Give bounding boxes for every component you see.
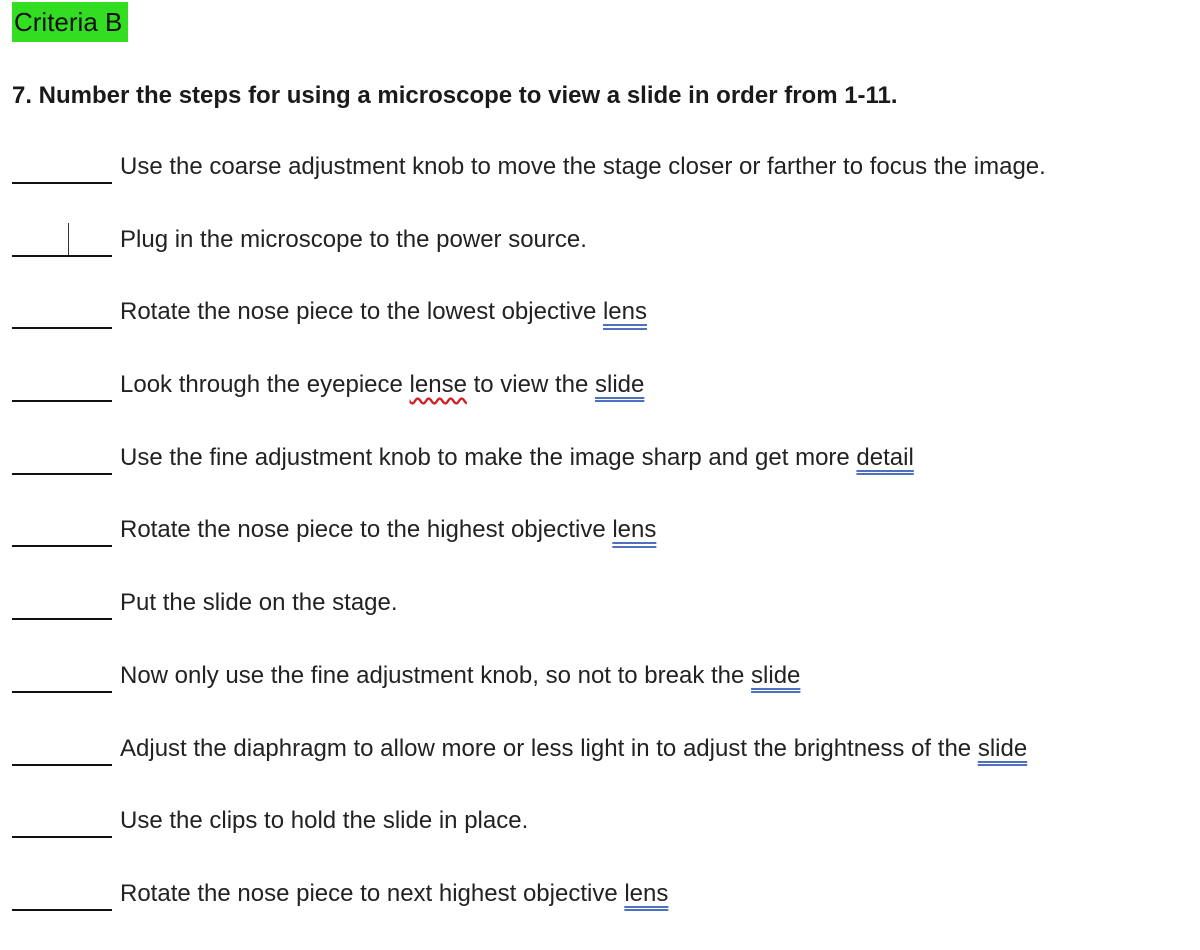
- answer-blank[interactable]: [12, 661, 112, 693]
- step-row: [12, 223, 1192, 296]
- step-row: [12, 586, 1192, 659]
- step-row: [12, 732, 1192, 805]
- step-row: [12, 877, 1192, 950]
- step-text: [120, 150, 1046, 184]
- step-row: [12, 295, 1192, 368]
- step-text-main: Put the slide on the stage.: [120, 589, 398, 617]
- grammar-marked-word: lens: [612, 516, 657, 544]
- step-text-main: Rotate the nose piece to next highest objective: [120, 879, 625, 907]
- step-row: [12, 513, 1192, 586]
- step-text: [120, 732, 1027, 766]
- step-text-main: Rotate the nose piece to the lowest objective: [120, 298, 603, 326]
- step-text-main: Look through the eyepiece: [120, 371, 410, 399]
- step-text: [120, 586, 398, 620]
- text-cursor: [68, 223, 69, 255]
- grammar-marked-word: lens: [624, 879, 669, 907]
- step-text: [120, 804, 528, 838]
- step-text: [120, 223, 587, 257]
- step-text: [120, 513, 656, 547]
- step-text-after: to view the: [466, 371, 595, 399]
- answer-blank[interactable]: [12, 515, 112, 547]
- answer-blank[interactable]: [12, 297, 112, 329]
- step-text: [120, 295, 647, 329]
- step-text-main: Use the clips to hold the slide in place.: [120, 807, 529, 835]
- step-text: [120, 441, 914, 475]
- answer-blank[interactable]: [12, 806, 112, 838]
- step-text: [120, 368, 644, 402]
- answer-blank[interactable]: [12, 588, 112, 620]
- step-text-main: Rotate the nose piece to the highest objective: [120, 516, 613, 544]
- step-text-main: Use the coarse adjustment knob to move the stage closer or farther to focus the image.: [120, 153, 1046, 180]
- criteria-label: Criteria B: [14, 6, 123, 37]
- step-row: [12, 659, 1192, 732]
- step-row: [12, 368, 1192, 441]
- step-text-main: Use the fine adjustment knob to make the image sharp and get more: [120, 443, 857, 471]
- step-text: [120, 659, 800, 693]
- answer-blank[interactable]: [12, 225, 112, 257]
- question-title: 7. Number the steps for using a microscope to view a slide in order from 1-11.: [12, 82, 898, 109]
- grammar-marked-word: lens: [602, 298, 647, 326]
- grammar-marked-word: slide: [977, 734, 1028, 762]
- answer-blank[interactable]: [12, 152, 112, 184]
- steps-list: [12, 150, 1192, 950]
- grammar-marked-word: slide: [594, 371, 645, 399]
- step-row: [12, 150, 1192, 223]
- step-text: [120, 877, 668, 911]
- answer-blank[interactable]: [12, 443, 112, 475]
- step-text-main: Plug in the microscope to the power source.: [120, 225, 587, 253]
- grammar-marked-word: detail: [856, 443, 914, 471]
- step-text-main: Adjust the diaphragm to allow more or less light in to adjust the brightness of the: [120, 734, 978, 762]
- step-text-main: Now only use the fine adjustment knob, so not to break the: [120, 661, 752, 689]
- step-row: [12, 441, 1192, 514]
- grammar-marked-word: slide: [751, 661, 801, 689]
- step-row: [12, 804, 1192, 877]
- answer-blank[interactable]: [12, 370, 112, 402]
- spelling-marked-word: lense: [409, 371, 467, 399]
- answer-blank[interactable]: [12, 879, 112, 911]
- answer-blank[interactable]: [12, 734, 112, 766]
- criteria-badge: [12, 2, 128, 42]
